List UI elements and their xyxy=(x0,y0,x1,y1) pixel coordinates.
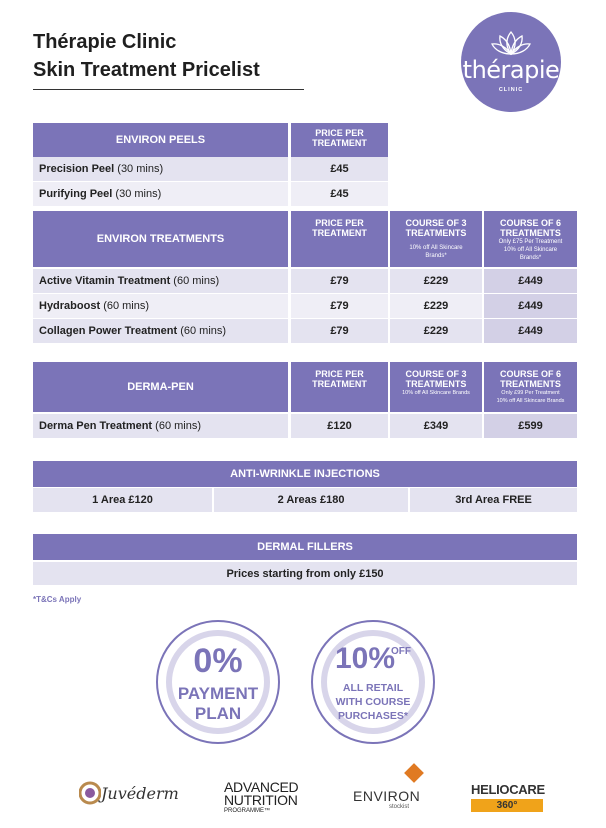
price-cell: £45 xyxy=(291,157,388,181)
col-price-per-treatment: PRICE PER TREATMENT xyxy=(291,123,388,157)
col-course-of-6: COURSE OF 6 TREATMENTS Only £75 Per Treatment 10% off All Skincare Brands* xyxy=(484,211,577,267)
price-cell: £79 xyxy=(291,319,388,343)
environ-treatments-heading: ENVIRON TREATMENTS xyxy=(33,211,288,267)
col-course-of-3: COURSE OF 3 TREATMENTS 10% off All Skincare Brands xyxy=(390,362,482,412)
environ-peels-heading: ENVIRON PEELS xyxy=(33,123,288,157)
table-row-label: Purifying Peel (30 mins) xyxy=(33,182,288,206)
payment-plan-badge xyxy=(156,620,280,744)
terms-note: *T&Cs Apply xyxy=(33,595,82,604)
course6-cell: £449 xyxy=(484,269,577,293)
badge-line-3: PURCHASES* xyxy=(337,710,408,722)
retail-discount-badge xyxy=(311,620,435,744)
anti-wrinkle-option: 1 Area £120 xyxy=(33,488,212,512)
badge-line-1: PAYMENT xyxy=(177,684,259,703)
col-course-of-6: COURSE OF 6 TREATMENTS Only £99 Per Treatment 10% off All Skincare Brands xyxy=(484,362,577,412)
advanced-nutrition-logo: ADVANCED NUTRITION PROGRAMME™ xyxy=(224,779,299,814)
lotus-icon xyxy=(491,30,531,56)
heliocare-logo: HELIOCARE 360° xyxy=(471,782,545,811)
price-cell: £79 xyxy=(291,294,388,318)
table-row-label: Hydraboost (60 mins) xyxy=(33,294,288,318)
price-cell: £45 xyxy=(291,182,388,206)
title-divider xyxy=(33,89,304,90)
badge-line-2: WITH COURSE xyxy=(335,696,411,708)
course3-cell: £349 xyxy=(390,414,482,438)
therapie-logo xyxy=(461,12,561,112)
derma-pen-heading: DERMA-PEN xyxy=(33,362,288,412)
course6-cell: £449 xyxy=(484,294,577,318)
badge-big-text: 10% xyxy=(334,642,396,675)
course3-cell: £229 xyxy=(390,269,482,293)
logo-subtitle: CLINIC xyxy=(498,87,524,93)
title-line-1: Thérapie Clinic xyxy=(33,31,177,53)
price-cell: £120 xyxy=(291,414,388,438)
dermal-fillers-text: Prices starting from only £150 xyxy=(33,562,577,585)
col-course-of-3: COURSE OF 3 TREATMENTS 10% off All Skincare Brands* xyxy=(390,211,482,267)
badge-line-1: ALL RETAIL xyxy=(342,682,404,694)
logo-wordmark: thérapie xyxy=(462,56,560,84)
title-line-2: Skin Treatment Pricelist xyxy=(33,59,260,81)
course6-cell: £599 xyxy=(484,414,577,438)
anti-wrinkle-option: 2 Areas £180 xyxy=(214,488,408,512)
price-cell: £79 xyxy=(291,269,388,293)
badge-big-text: 0% xyxy=(193,642,243,680)
table-row-label: Precision Peel (30 mins) xyxy=(33,157,288,181)
table-row-label: Derma Pen Treatment (60 mins) xyxy=(33,414,288,438)
course6-cell: £449 xyxy=(484,319,577,343)
badge-line-2: PLAN xyxy=(194,704,242,723)
anti-wrinkle-heading: ANTI-WRINKLE INJECTIONS xyxy=(33,461,577,487)
table-row-label: Active Vitamin Treatment (60 mins) xyxy=(33,269,288,293)
juvederm-emblem-icon xyxy=(79,778,101,808)
col-price-per-treatment: PRICE PER TREATMENT xyxy=(291,362,388,412)
table-row-label: Collagen Power Treatment (60 mins) xyxy=(33,319,288,343)
badge-off-text: OFF xyxy=(391,646,411,657)
anti-wrinkle-option: 3rd Area FREE xyxy=(410,488,577,512)
environ-emblem-icon xyxy=(404,763,424,783)
dermal-fillers-heading: DERMAL FILLERS xyxy=(33,534,577,560)
col-price-per-treatment: PRICE PER TREATMENT xyxy=(291,211,388,267)
course3-cell: £229 xyxy=(390,294,482,318)
page-title xyxy=(33,28,260,84)
course3-cell: £229 xyxy=(390,319,482,343)
